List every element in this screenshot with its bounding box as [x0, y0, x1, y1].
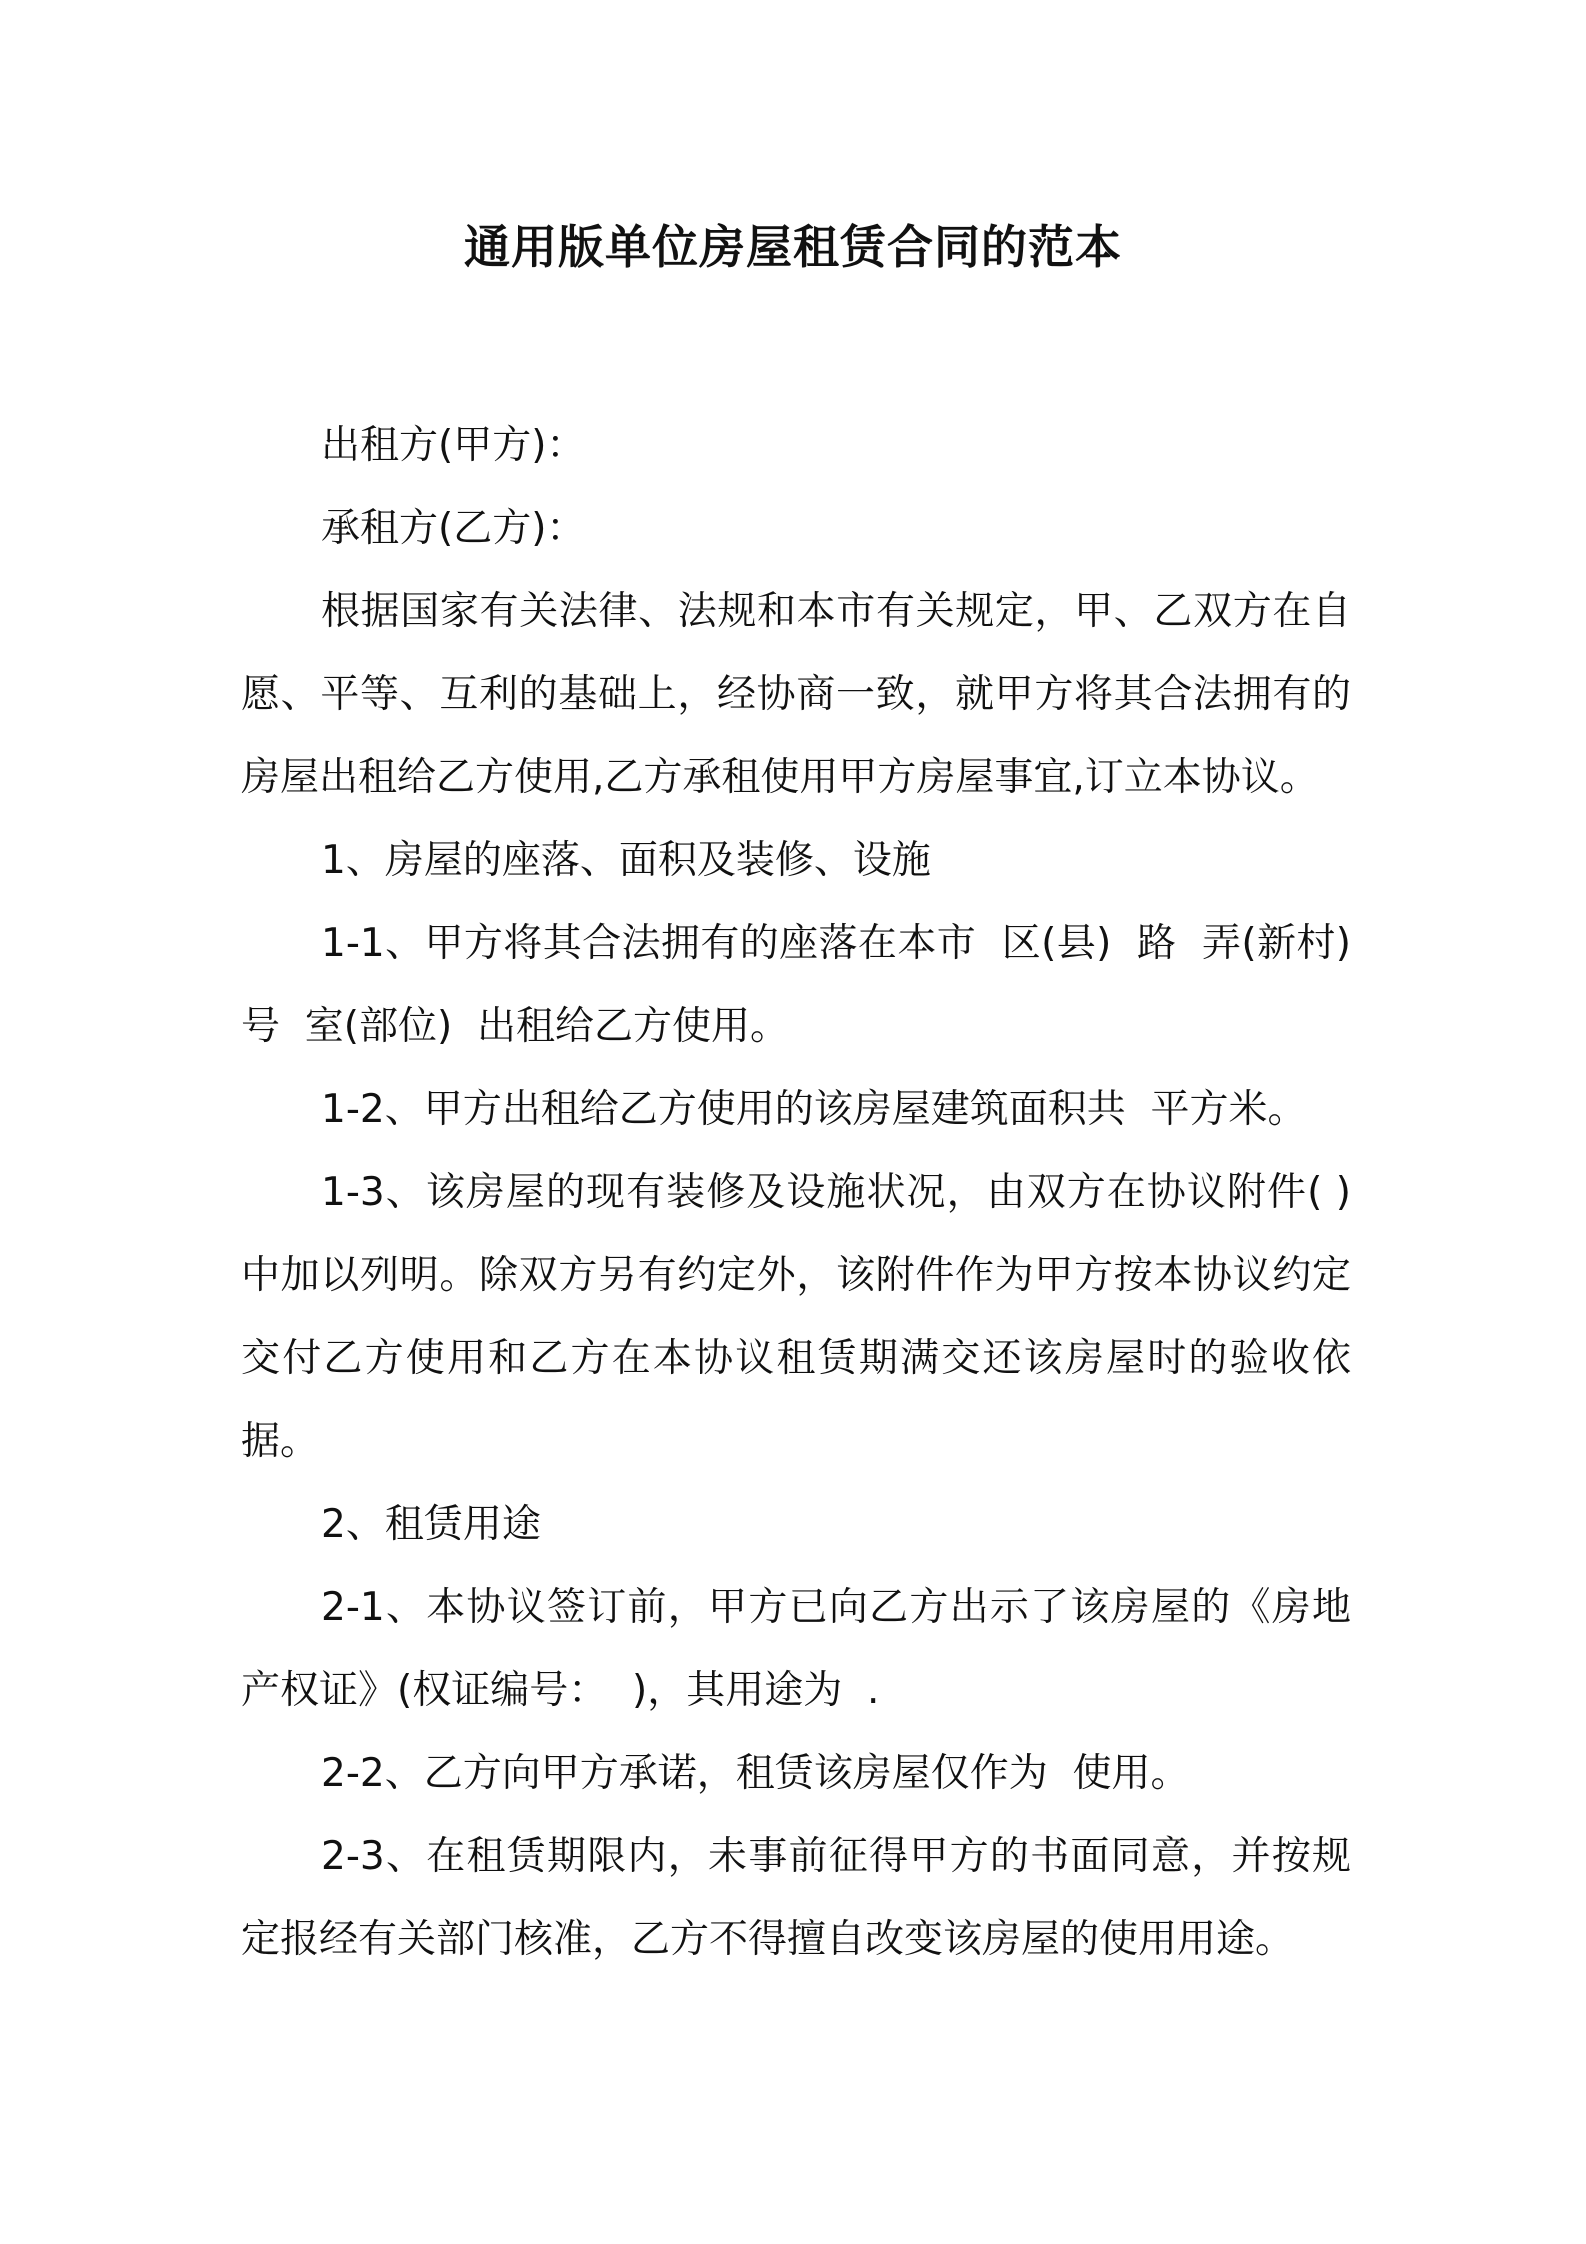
document-body [241, 404, 1376, 1981]
paragraph-lessor: 出租方(甲方)： [321, 423, 586, 468]
clause-1-2: 1-2、甲方出租给乙方使用的该房屋建筑面积共 平方米。 [321, 1087, 1307, 1132]
paragraph-lessee: 承租方(乙方)： [321, 506, 586, 551]
paragraph-preamble: 根据国家有关法律、法规和本市有关规定，甲、乙双方在自愿、平等、互利的基础上，经协商一致，就甲方将其合法拥有的房屋出租给乙方使用,乙方承租使用甲方房屋事宜,订立本协议。 [241, 589, 1351, 800]
clause-2-1: 2-1、本协议签订前，甲方已向乙方出示了该房屋的《房地产权证》(权证编号： )，其用途为 . [241, 1585, 1351, 1713]
clause-1-3: 1-3、该房屋的现有装修及设施状况，由双方在协议附件( )中加以列明。除双方另有约定外，该附件作为甲方按本协议约定交付乙方使用和乙方在本协议租赁期满交还该房屋时的验收依据。 [241, 1170, 1351, 1464]
clause-1-1: 1-1、甲方将其合法拥有的座落在本市 区(县) 路 弄(新村) 号 室(部位) 出租给乙方使用。 [241, 921, 1376, 1049]
section-heading-1: 1、房屋的座落、面积及装修、设施 [321, 838, 931, 883]
document-title: 通用版单位房屋租赁合同的范本 [464, 220, 1122, 274]
section-heading-2: 2、租赁用途 [321, 1502, 541, 1547]
clause-2-2: 2-2、乙方向甲方承诺，租赁该房屋仅作为 使用。 [321, 1751, 1190, 1796]
clause-2-3: 2-3、在租赁期限内，未事前征得甲方的书面同意，并按规定报经有关部门核准，乙方不得擅自改变该房屋的使用用途。 [241, 1834, 1351, 1962]
